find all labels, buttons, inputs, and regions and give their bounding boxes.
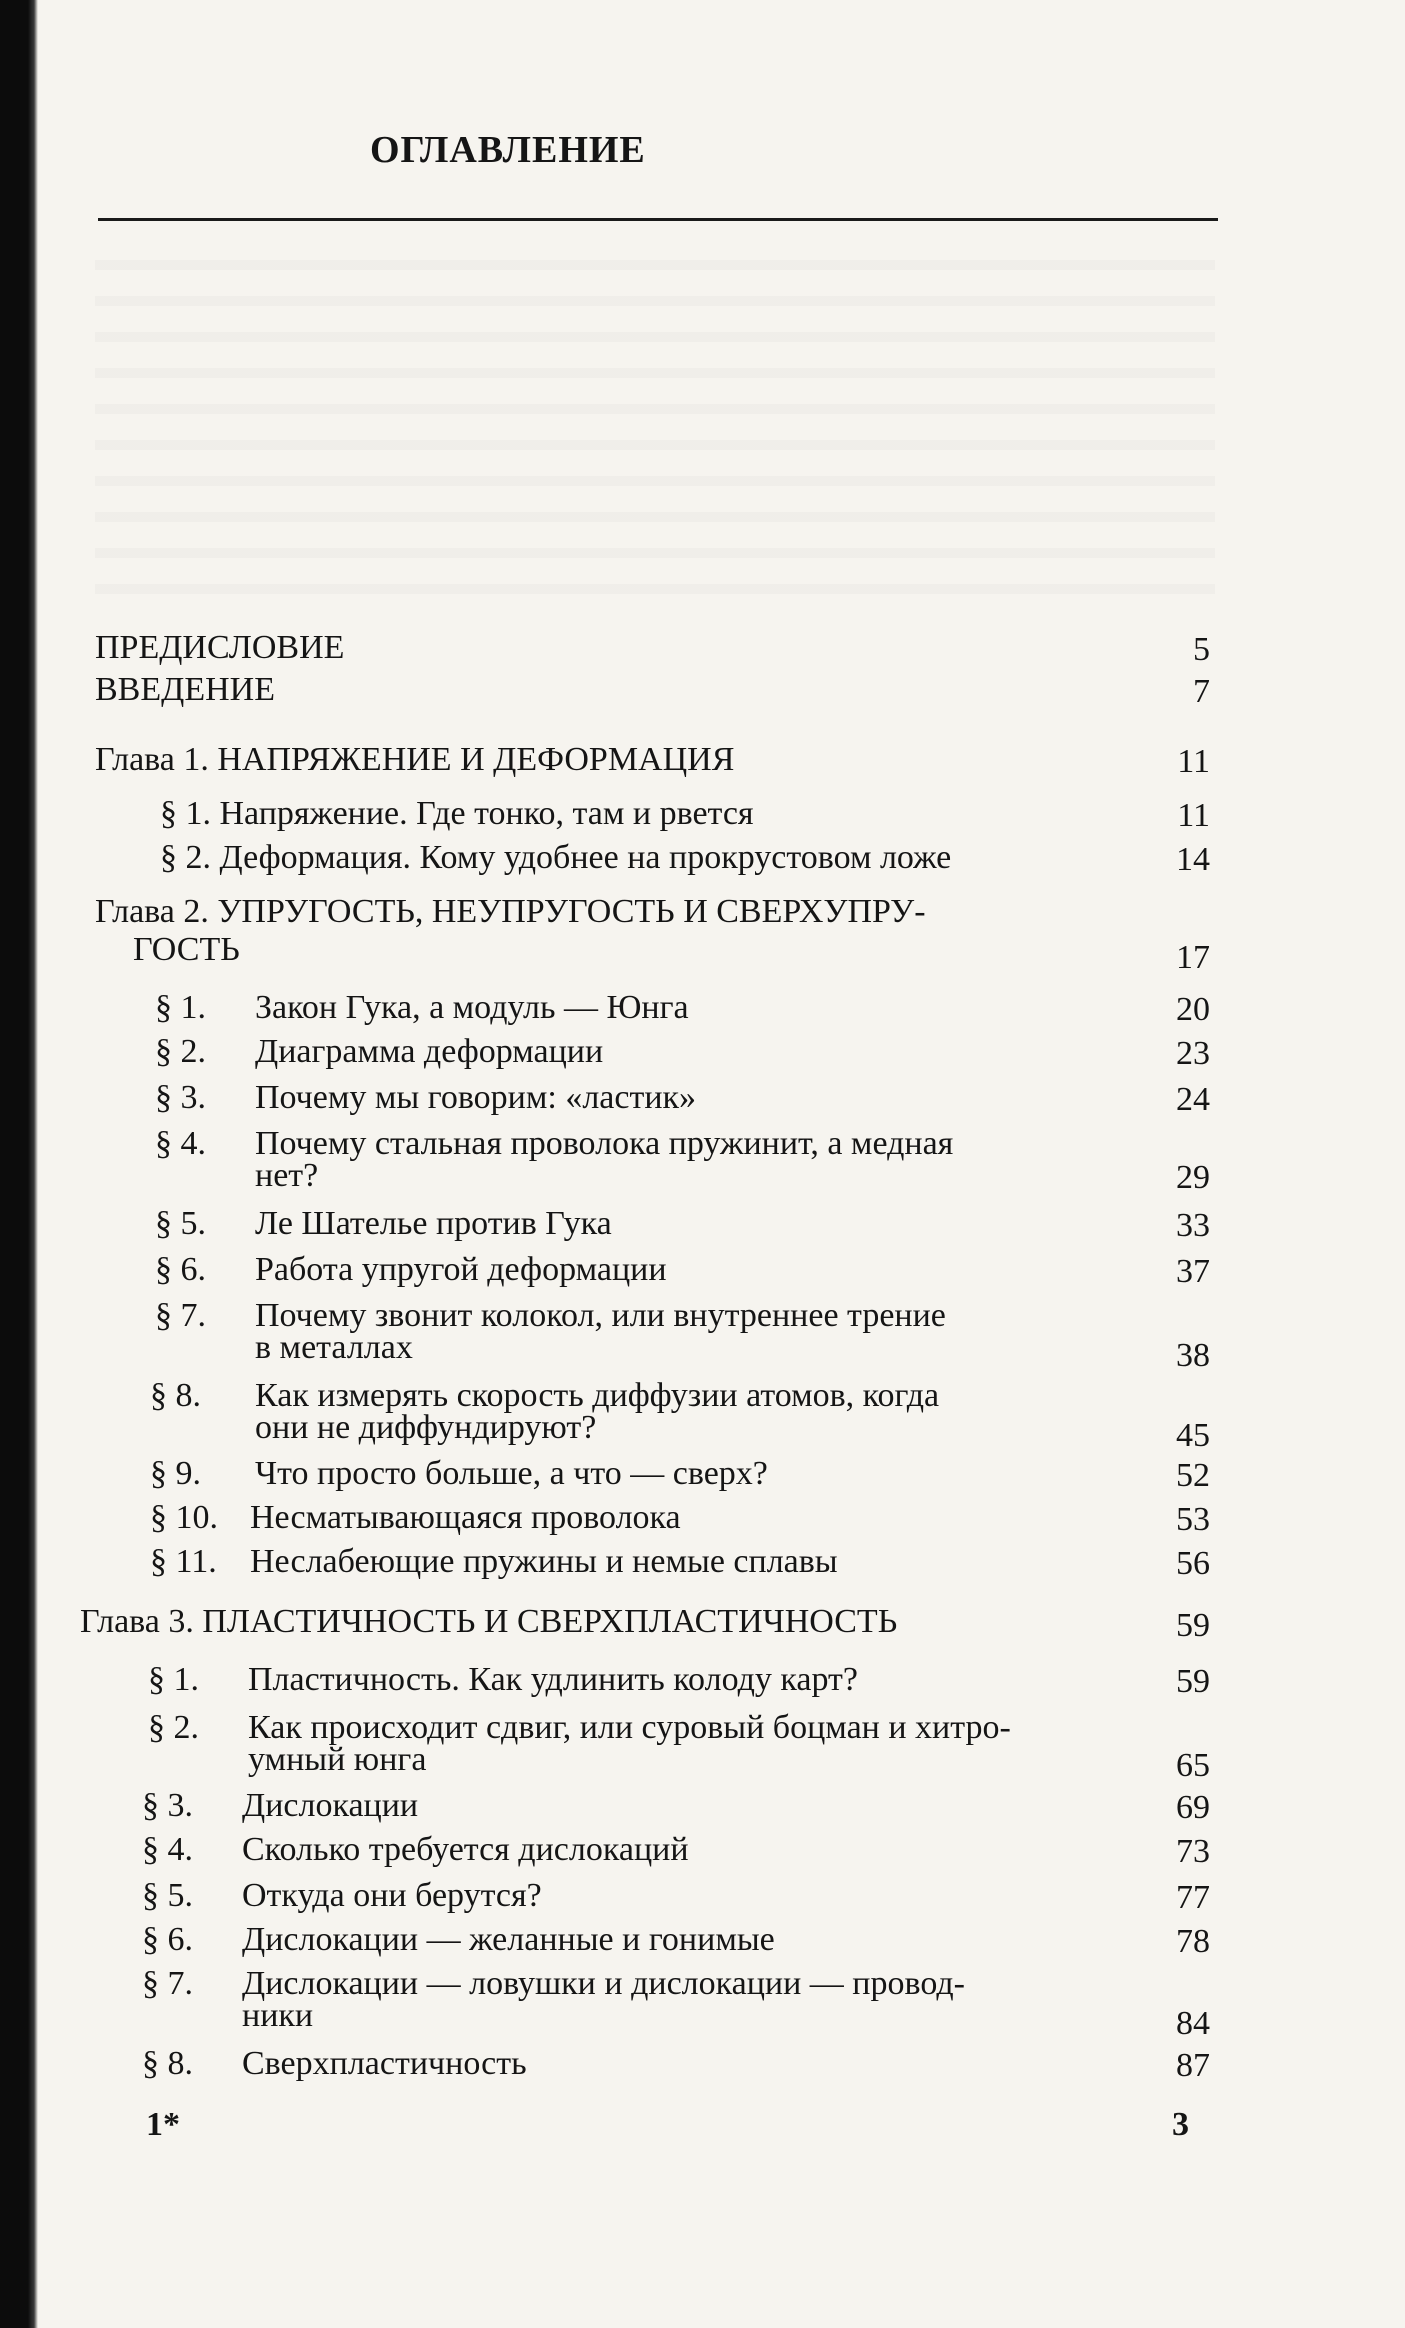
signature-mark: 1* [146, 2106, 180, 2143]
toc-page-number: 17 [1176, 939, 1210, 976]
toc-entry-label: § 9. [150, 1455, 201, 1492]
toc-page-number: 78 [1176, 1923, 1210, 1960]
toc-page-number: 45 [1176, 1417, 1210, 1454]
toc-page-number: 59 [1176, 1663, 1210, 1700]
toc-entry-title: Как измерять скорость диффузии атомов, когда [255, 1377, 940, 1414]
toc-entry-title: Почему мы говорим: «ластик» [255, 1079, 697, 1116]
toc-entry-title: Пластичность. Как удлинить колоду карт? [248, 1661, 858, 1698]
toc-page-number: 87 [1176, 2047, 1210, 2084]
toc-entry-title: Дислокации — ловушки и дислокации — провод- [242, 1965, 965, 2002]
page-title: ОГЛАВЛЕНИЕ [370, 129, 646, 171]
toc-page-number: 73 [1176, 1833, 1210, 1870]
toc-entry-label: § 3. [142, 1787, 193, 1824]
toc-entry-label: § 8. [150, 1377, 201, 1414]
toc-entry-label: § 5. [155, 1205, 206, 1242]
toc-page-number: 11 [1177, 797, 1210, 834]
toc-entry-title: Работа упругой деформации [255, 1251, 667, 1288]
toc-entry-title-continued: ники [242, 1997, 314, 2034]
toc-entry-label: § 1. [148, 1661, 199, 1698]
toc-entry-title: Дислокации — желанные и гонимые [242, 1921, 775, 1958]
toc-entry-label: ПРЕДИСЛОВИЕ [95, 629, 345, 666]
toc-entry-label: ВВЕДЕНИЕ [95, 671, 275, 708]
toc-page-number: 37 [1176, 1253, 1210, 1290]
toc-entry-label: Глава 1. НАПРЯЖЕНИЕ И ДЕФОРМАЦИЯ [95, 741, 735, 778]
toc-entry-title: Сколько требуется дислокаций [242, 1831, 689, 1868]
toc-page-number: 20 [1176, 991, 1210, 1028]
toc-entry-label: § 4. [155, 1125, 206, 1162]
toc-entry-title-continued: они не диффундируют? [255, 1409, 597, 1446]
toc-entry-label: § 7. [155, 1297, 206, 1334]
toc-page-number: 24 [1176, 1081, 1210, 1118]
toc-entry-title: Что просто больше, а что — сверх? [255, 1455, 768, 1492]
toc-page-number: 23 [1176, 1035, 1210, 1072]
toc-entry-title: Закон Гука, а модуль — Юнга [255, 989, 689, 1026]
toc-page-number: 65 [1176, 1747, 1210, 1784]
book-spine-shadow [0, 0, 38, 2328]
toc-page-number: 29 [1176, 1159, 1210, 1196]
toc-entry-title: Неслабеющие пружины и немые сплавы [250, 1543, 838, 1580]
toc-page-number: 69 [1176, 1789, 1210, 1826]
toc-page-number: 52 [1176, 1457, 1210, 1494]
toc-page-number: 5 [1193, 631, 1210, 668]
toc-page-number: 33 [1176, 1207, 1210, 1244]
toc-page-number: 53 [1176, 1501, 1210, 1538]
toc-entry-title: Несматывающаяся проволока [250, 1499, 681, 1536]
toc-entry-label: § 2. Деформация. Кому удобнее на прокрустовом ложе [160, 839, 952, 876]
toc-page-number: 38 [1176, 1337, 1210, 1374]
toc-entry-label: § 3. [155, 1079, 206, 1116]
toc-entry-title: Как происходит сдвиг, или суровый боцман и хитро- [248, 1709, 1011, 1746]
toc-entry-label: Глава 3. ПЛАСТИЧНОСТЬ И СВЕРХПЛАСТИЧНОСТЬ [80, 1603, 898, 1640]
toc-page-number: 7 [1193, 673, 1210, 710]
toc-entry-label: § 7. [142, 1965, 193, 2002]
toc-entry-label: Глава 2. УПРУГОСТЬ, НЕУПРУГОСТЬ И СВЕРХУПРУ- [95, 893, 926, 930]
page-number: 3 [1172, 2106, 1189, 2143]
toc-page-number: 14 [1176, 841, 1210, 878]
show-through-text [95, 260, 1215, 620]
toc-page-number: 84 [1176, 2005, 1210, 2042]
toc-page-number: 11 [1177, 743, 1210, 780]
toc-entry-title: Ле Шателье против Гука [255, 1205, 612, 1242]
toc-entry-label: § 1. [155, 989, 206, 1026]
toc-entry-title: Сверхпластичность [242, 2045, 527, 2082]
toc-entry-label: § 5. [142, 1877, 193, 1914]
toc-entry-label: § 2. [148, 1709, 199, 1746]
toc-entry-label: § 11. [150, 1543, 217, 1580]
toc-entry-title: Откуда они берутся? [242, 1877, 542, 1914]
toc-entry-label: § 2. [155, 1033, 206, 1070]
toc-entry-label-continued: ГОСТЬ [133, 931, 240, 968]
toc-page-number: 59 [1176, 1607, 1210, 1644]
toc-entry-title-continued: умный юнга [248, 1741, 427, 1778]
toc-entry-title: Почему звонит колокол, или внутреннее трение [255, 1297, 946, 1334]
toc-entry-title: Дислокации [242, 1787, 419, 1824]
toc-page-number: 56 [1176, 1545, 1210, 1582]
toc-entry-title-continued: нет? [255, 1157, 319, 1194]
toc-entry-title-continued: в металлах [255, 1329, 413, 1366]
toc-entry-label: § 10. [150, 1499, 218, 1536]
toc-entry-label: § 4. [142, 1831, 193, 1868]
toc-entry-label: § 6. [155, 1251, 206, 1288]
toc-entry-label: § 6. [142, 1921, 193, 1958]
toc-entry-title: Почему стальная проволока пружинит, а медная [255, 1125, 954, 1162]
toc-entry-label: § 8. [142, 2045, 193, 2082]
toc-page-number: 77 [1176, 1879, 1210, 1916]
title-rule [98, 218, 1218, 221]
toc-entry-title: Диаграмма деформации [255, 1033, 604, 1070]
toc-entry-label: § 1. Напряжение. Где тонко, там и рвется [160, 795, 754, 832]
